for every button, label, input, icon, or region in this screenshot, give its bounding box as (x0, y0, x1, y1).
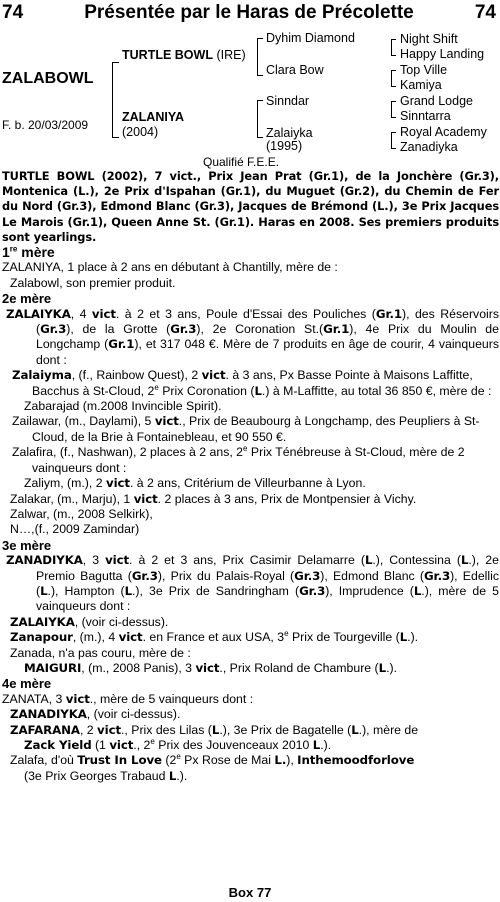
produce-zanada: Zanada, n'a pas couru, mère de : (10, 645, 191, 660)
bracket-gg4 (391, 132, 396, 149)
dam-name: ZALANIYA (122, 110, 185, 124)
produce-zabarajad: Zabarajad (m.2008 Invincible Spirit). (24, 399, 222, 414)
g-dam-dam-year: (1995) (266, 139, 303, 153)
produce-maiguri: MAIGURI, (m., 2008 Panis), 3 vict., Prix Roland de Chambure (L.). (24, 660, 398, 675)
dam-line-1: ZALANIYA, 1 place à 2 ans en débutant à Chantilly, mère de : (2, 260, 338, 275)
produce-zanapour: Zanapour, (m.), 4 vict. en France et aux USA, 3e Prix de Tourgeville (L.). (10, 629, 419, 645)
sire-record: TURTLE BOWL (2002), 7 vict., Prix Jean Prat (Gr.1), de la Jonchère (Gr.3), Montenica (L.), 2e Prix d'Ispahan (Gr.1), du Muguet (Gr.2), du Chemin de Fer du Nord (Gr.3), Edmond Blanc (Gr.3), Jacques de Brémond (L.), 3e Prix Jacques Le Marois (Gr.1), Queen Anne St. (Gr.1). Haras en 2008. Ses premiers produits sont yearlings. (2, 169, 499, 244)
page-number-left: 74 (2, 2, 24, 23)
section-1st-dam: 1re mère (2, 244, 55, 261)
bracket-dam (257, 100, 263, 138)
horse-name: ZALABOWL (2, 70, 94, 87)
qualification: Qualifié F.E.E. (203, 155, 280, 169)
produce-zalafa-cont: (3e Prix Georges Trabaud L.). (24, 768, 188, 783)
g-sire-sire: Dyhim Diamond (266, 31, 355, 45)
produce-zalakar: Zalakar, (m., Marju), 1 vict. 2 places à 3 ans, Prix de Montpensier à Vichy. (10, 491, 417, 506)
gg-4: Kamiya (400, 78, 442, 92)
gg-2: Happy Landing (400, 47, 485, 61)
gg-8: Zanadiyka (400, 140, 458, 154)
produce-zalafira: Zalafira, (f., Nashwan), 2 places à 2 ans, 2e Prix Ténébreuse à St-Cloud, mère de 2 vainqueurs dont : (12, 444, 465, 475)
gg-7: Royal Academy (400, 125, 487, 139)
dam-line-4: ZANATA, 3 vict., mère de 5 vainqueurs dont : (2, 691, 254, 706)
produce-zalaiyka-ref: ZALAIYKA, (voir ci-dessus). (10, 614, 169, 629)
section-4th-dam: 4e mère (2, 676, 52, 692)
g-sire-dam: Clara Bow (266, 63, 324, 77)
g-dam-sire: Sinndar (266, 94, 310, 108)
dam-line-3: ZANADIYKA, 3 vict. à 2 et 3 ans, Prix Casimir Delamarre (L.), Contessina (L.), 2e Premio Bagutta (Gr.3), Prix du Palais-Royal (Gr.3), Edmond Blanc (Gr.3), Edellic (L.), Hampton (L.), 3e Prix de Sandringham (Gr.3), Imprudence (L.), mère de 5 vainqueurs dont : (6, 553, 499, 614)
gg-5: Grand Lodge (400, 94, 473, 108)
catalog-text (2, 169, 499, 784)
gg-6: Sinntarra (400, 109, 451, 123)
produce-zailawar: Zailawar, (m., Daylami), 5 vict., Prix de Beaubourg à Longchamp, des Peupliers à St-Cloud, de la Brie à Fontainebleau, et 90 550 €. (12, 414, 480, 444)
bracket-gg2 (391, 70, 396, 87)
produce-zalwar: Zalwar, (m., 2008 Selkirk), (10, 506, 153, 521)
page-number-right: 74 (474, 2, 496, 23)
produce-zalafa: Zalafa, d'où Trust In Love (2e Px Rose de Mai L.), Inthemoodforlove (10, 752, 415, 768)
dam-year: (2004) (122, 125, 159, 139)
gg-1: Night Shift (400, 32, 458, 46)
produce-n: N…,(f., 2009 Zamindar) (10, 522, 140, 537)
produce-zalaiyma: Zalaiyma, (f., Rainbow Quest), 2 vict. à 3 ans, Px Basse Pointe à Maisons Laffitte, Bacchus à St-Cloud, 2e Prix Coronation (L.) à M-Laffitte, au total 36 850 €, mère de : (12, 368, 492, 398)
box-number: Box 77 (228, 885, 272, 900)
bracket-gg1 (391, 39, 396, 56)
gg-3: Top Ville (400, 63, 448, 77)
bracket-sire (257, 38, 263, 76)
dam-line-2: ZALAIYKA, 4 vict. à 2 et 3 ans, Poule d'Essai des Pouliches (Gr.1), des Réservoirs (Gr.3), de la Grotte (Gr.3), 2e Coronation St.(Gr.1), 4e Prix du Moulin de Longchamp (Gr.1), et 317 048 €. Mère de 7 produits en âge de courir, 4 vainqueurs dont : (6, 306, 500, 367)
produce-zack-yield: Zack Yield (1 vict., 2e Prix des Jouvenceaux 2010 L.). (24, 736, 332, 753)
bracket-main (112, 62, 119, 138)
sire-name: TURTLE BOWL (IRE) (122, 48, 246, 62)
bracket-gg3 (391, 101, 396, 118)
birth-info: F. b. 20/03/2009 (2, 118, 89, 132)
g-dam-dam: Zalaiyka (266, 126, 313, 140)
page-title: Présentée par le Haras de Précolette (84, 2, 414, 23)
produce-zanadiyka-ref: ZANADIYKA, (voir ci-dessus). (10, 707, 181, 722)
produce-1: Zalabowl, son premier produit. (10, 275, 176, 290)
section-2nd-dam: 2e mère (2, 291, 52, 307)
page-header (2, 2, 496, 26)
produce-zaliym: Zaliym, (m.), 2 vict. à 2 ans, Critérium de Villeurbanne à Lyon. (24, 476, 366, 491)
section-3rd-dam: 3e mère (2, 537, 52, 553)
produce-zafarana: ZAFARANA, 2 vict., Prix des Lilas (L.), 3e Prix de Bagatelle (L.), mère de (10, 722, 419, 737)
